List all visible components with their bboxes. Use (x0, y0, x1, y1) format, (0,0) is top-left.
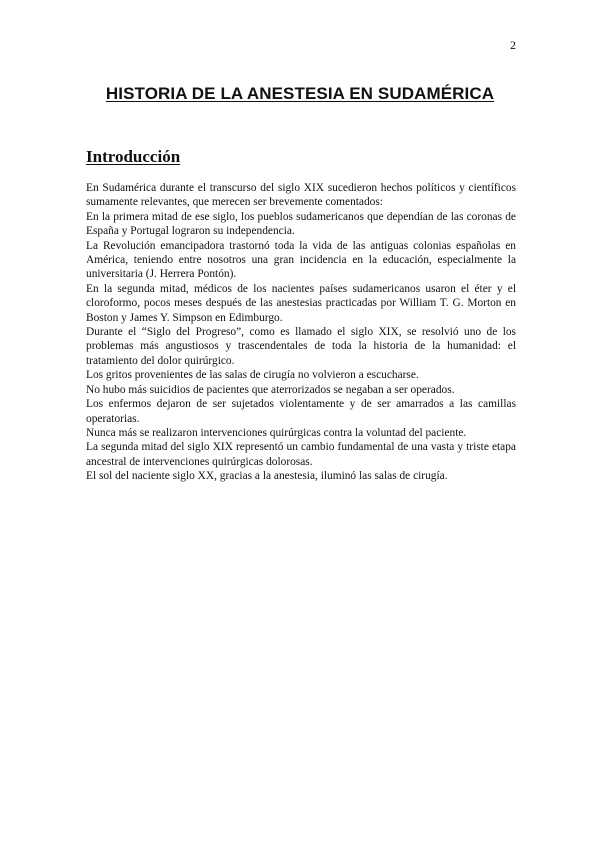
document-title: HISTORIA DE LA ANESTESIA EN SUDAMÉRICA (105, 84, 495, 103)
paragraph: La Revolución emancipadora trastornó toda la vida de las antiguas colonias españolas en América, teniendo entre nosotros una gran incidencia en la educación, especialmente la universitaria (J. Herrera Pontón). (86, 239, 516, 281)
paragraph: La segunda mitad del siglo XIX representó un cambio fundamental de una vasta y triste etapa ancestral de intervenciones quirúrgicas dolorosas. (86, 441, 516, 468)
page-number: 2 (510, 38, 516, 52)
paragraph: Los gritos provenientes de las salas de cirugía no volvieron a escucharse. (86, 369, 419, 382)
paragraph: En la segunda mitad, médicos de los nacientes países sudamericanos usaron el éter y el cloroformo, pocos meses después de las anestesias practicadas por William T. G. Morton en Boston y James Y. Simpson en Edimburgo. (86, 282, 516, 324)
paragraph: En la primera mitad de ese siglo, los pueblos sudamericanos que dependían de las coronas de España y Portugal lograron su independencia. (86, 210, 516, 238)
paragraph: No hubo más suicidios de pacientes que aterrorizados se negaban a ser operados. (86, 383, 455, 396)
paragraph: En Sudamérica durante el transcurso del siglo XIX sucedieron hechos políticos y científicos sumamente relevantes, que merecen ser brevemente comentados: (86, 182, 516, 209)
section-heading: Introducción (86, 147, 181, 166)
body-text (86, 181, 516, 484)
paragraph: El sol del naciente siglo XX, gracias a la anestesia, iluminó las salas de cirugía. (86, 470, 448, 483)
paragraph: Los enfermos dejaron de ser sujetados violentamente y de ser amarrados a las camillas operatorias. (86, 398, 516, 425)
paragraph: Nunca más se realizaron intervenciones quirúrgicas contra la voluntad del paciente. (86, 426, 467, 439)
paragraph: Durante el “Siglo del Progreso”, como es llamado el siglo XIX, se resolvió uno de los problemas más angustiosos y trascendentales de toda la historia de la humanidad: el tratamiento del dolor quirúrgico. (86, 326, 516, 367)
